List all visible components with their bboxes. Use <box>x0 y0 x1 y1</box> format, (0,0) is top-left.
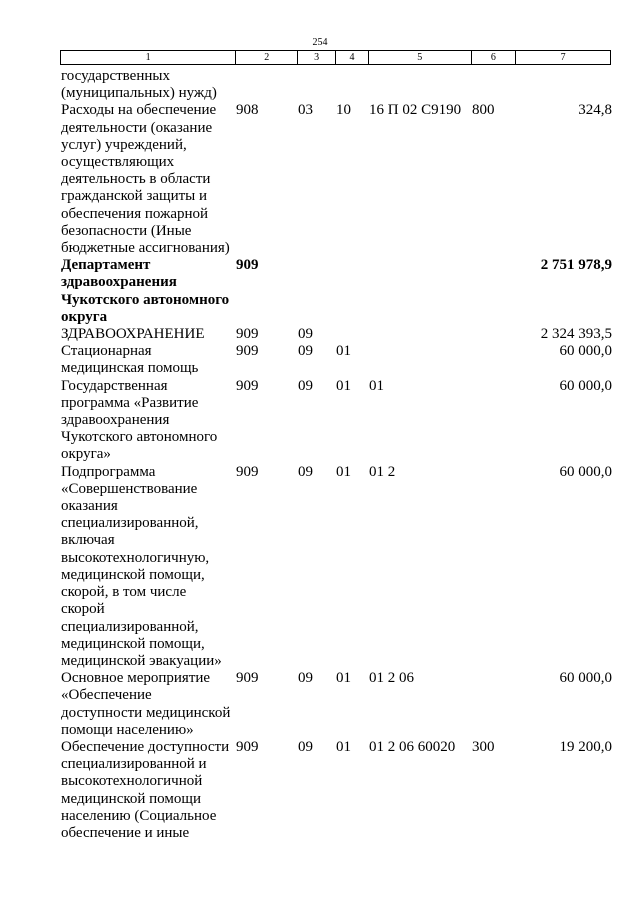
row-amount: 2 751 978,9 <box>540 257 612 274</box>
row-expense-type <box>472 68 517 102</box>
row-amount: 60 000,0 <box>559 343 612 360</box>
table-row <box>61 378 612 464</box>
row-subsection-code: 01 <box>336 670 351 687</box>
header-col-4: 4 <box>336 51 369 64</box>
row-amount: 60 000,0 <box>559 377 612 394</box>
row-expense-type <box>472 670 517 739</box>
table-row <box>61 739 612 842</box>
table-row <box>61 464 612 670</box>
header-col-2: 2 <box>236 51 298 64</box>
row-name: Подпрограмма «Совершенствование оказания специализированной, включая высокотехнологичную, медицинской помощи, скорой, в том числе скорой специализированной, медицинской помощи, медицинской эвакуации» <box>61 463 222 669</box>
row-section-code: 09 <box>298 670 313 687</box>
table-header <box>60 50 611 65</box>
table-row <box>61 343 612 377</box>
row-dept-code: 908 <box>236 102 259 119</box>
row-section-code: 03 <box>298 102 313 119</box>
row-expense-type: 300 <box>472 738 495 755</box>
row-dept-code: 909 <box>236 326 259 343</box>
row-amount <box>517 68 612 102</box>
row-target-code <box>369 257 472 326</box>
table-row <box>61 68 612 102</box>
header-col-1: 1 <box>61 51 236 64</box>
row-subsection-code: 01 <box>336 463 351 480</box>
header-col-5: 5 <box>369 51 472 64</box>
row-subsection-code: 10 <box>336 102 351 119</box>
row-dept-code: 909 <box>236 343 259 360</box>
row-name: Обеспечение доступности специализированной и высокотехнологичной медицинской помощи населению (Социальное обеспечение и иные <box>61 738 230 841</box>
row-name: Государственная программа «Развитие здравоохранения Чукотского автономного округа» <box>61 377 218 463</box>
row-amount: 60 000,0 <box>559 670 612 687</box>
row-target-code: 01 2 06 <box>369 670 414 687</box>
row-dept-code: 909 <box>236 377 259 394</box>
row-section-code: 09 <box>298 377 313 394</box>
row-target-code: 16 П 02 С9190 <box>369 102 462 119</box>
row-section-code <box>298 257 336 326</box>
row-target-code: 01 <box>369 377 384 394</box>
row-section-code: 09 <box>298 326 313 343</box>
budget-table-body <box>61 68 612 842</box>
row-name: Департамент здравоохранения Чукотского автономного округа <box>61 257 230 325</box>
row-amount: 324,8 <box>578 102 612 119</box>
row-dept-code: 909 <box>236 670 259 687</box>
row-section-code: 09 <box>298 738 313 755</box>
row-subsection-code: 01 <box>336 738 351 755</box>
row-section-code: 09 <box>298 343 313 360</box>
row-expense-type: 800 <box>472 102 495 119</box>
header-col-7: 7 <box>560 52 566 63</box>
row-subsection-code: 01 <box>336 377 351 394</box>
row-expense-type <box>472 378 517 464</box>
page-number: 254 <box>312 37 328 48</box>
row-target-code: 01 2 06 60020 <box>369 738 456 755</box>
row-section-code: 09 <box>298 463 313 480</box>
table-row <box>61 670 612 739</box>
row-dept-code: 909 <box>236 738 259 755</box>
row-name: государственных (муниципальных) нужд) <box>61 68 217 102</box>
row-amount: 60 000,0 <box>559 463 612 480</box>
row-expense-type <box>472 326 517 343</box>
table-row <box>61 326 612 343</box>
row-name: Основное мероприятие «Обеспечение доступности медицинской помощи населению» <box>61 670 231 738</box>
row-expense-type <box>472 257 517 326</box>
header-col-3: 3 <box>298 51 336 64</box>
row-dept-code: 909 <box>236 463 259 480</box>
row-name: Расходы на обеспечение деятельности (оказание услуг) учреждений, осуществляющих деятельность в области гражданской защиты и обеспечения пожарной безопасности (Иные бюджетные ассигнования) <box>61 102 230 257</box>
row-expense-type <box>472 464 517 670</box>
row-amount: 19 200,0 <box>559 738 612 755</box>
row-subsection-code <box>336 257 369 326</box>
row-target-code: 01 2 <box>369 463 396 480</box>
table-row <box>61 257 612 326</box>
header-col-6: 6 <box>472 51 517 64</box>
row-expense-type <box>472 343 517 377</box>
row-name: Стационарная медицинская помощь <box>61 343 199 377</box>
row-target-code <box>369 326 472 343</box>
row-dept-code <box>236 68 298 102</box>
row-dept-code: 909 <box>236 257 259 274</box>
table-row <box>61 102 612 257</box>
row-section-code <box>298 68 336 102</box>
row-subsection-code <box>336 326 369 343</box>
row-target-code <box>369 343 472 377</box>
row-subsection-code <box>336 68 369 102</box>
row-subsection-code: 01 <box>336 343 351 360</box>
row-target-code <box>369 68 472 102</box>
row-amount: 2 324 393,5 <box>540 326 612 343</box>
row-name: ЗДРАВООХРАНЕНИЕ <box>61 326 205 343</box>
